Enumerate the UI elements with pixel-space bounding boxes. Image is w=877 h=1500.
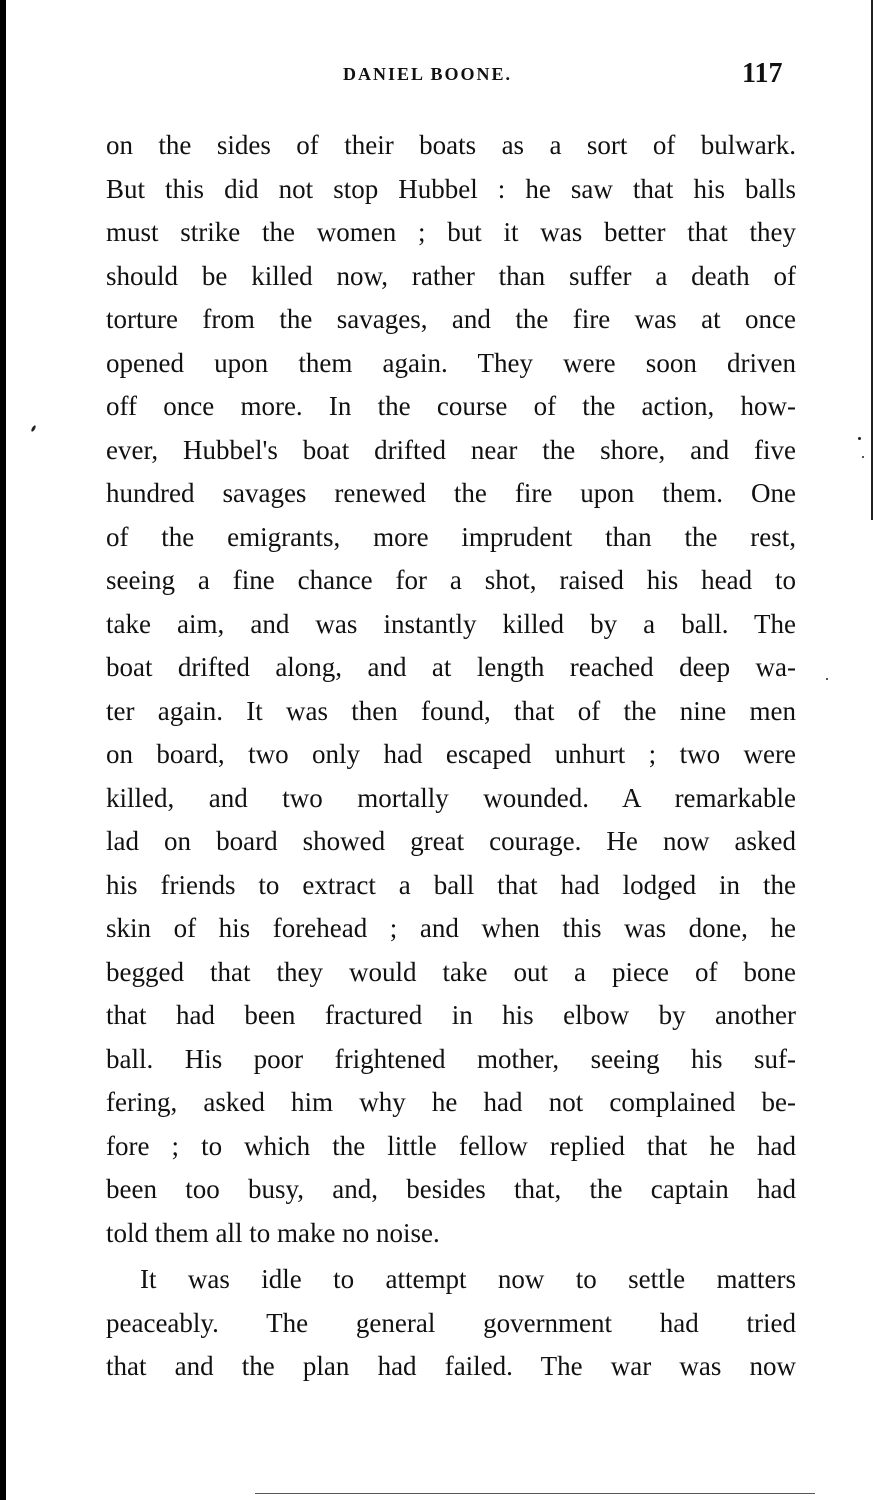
text-line: off once more. In the course of the action, how-: [106, 391, 796, 421]
text-line: opened upon them again. They were soon driven: [106, 347, 796, 378]
text-line: of the emigrants, more imprudent than the rest,: [106, 521, 796, 552]
text-line: must strike the women ; but it was better that they: [106, 217, 796, 247]
text-line: ter again. It was then found, that of the nine men: [106, 695, 796, 726]
text-line: been too busy, and, besides that, the captain had: [106, 1174, 796, 1204]
scan-speck: [30, 425, 36, 433]
text-line: ball. His poor frightened mother, seeing his suf-: [106, 1043, 796, 1074]
text-line: skin of his forehead ; and when this was done, he: [106, 913, 796, 943]
text-line: seeing a fine chance for a shot, raised his head to: [106, 565, 796, 595]
text-line: his friends to extract a ball that had lodged in the: [106, 869, 796, 900]
text-line: lad on board showed great courage. He now asked: [106, 826, 796, 856]
text-line: that and the plan had failed. The war was now: [106, 1351, 796, 1381]
running-head: DANIEL BOONE.: [343, 64, 513, 84]
text-line: should be killed now, rather than suffer a death of: [106, 260, 796, 291]
scan-speck: [858, 437, 861, 440]
paragraph-1: [106, 124, 796, 1255]
page-left-edge: [0, 0, 6, 1500]
text-line: fering, asked him why he had not complained be-: [106, 1087, 796, 1117]
scan-speck: [862, 456, 864, 458]
text-line: boat drifted along, and at length reached deep wa-: [106, 652, 796, 682]
text-line: peaceably. The general government had tried: [106, 1307, 796, 1338]
paragraph-2: [106, 1258, 796, 1389]
text-line: killed, and two mortally wounded. A remarkable: [106, 782, 796, 813]
scan-speck: [826, 678, 828, 680]
page-number: 117: [742, 58, 783, 89]
text-line: told them all to make no noise.: [106, 1217, 440, 1248]
text-line: It was idle to attempt now to settle matters: [140, 1264, 796, 1294]
text-line: begged that they would take out a piece of bone: [106, 956, 796, 987]
text-line: But this did not stop Hubbel : he saw that his balls: [106, 173, 796, 204]
text-line: fore ; to which the little fellow replied that he had: [106, 1130, 796, 1161]
text-line: hundred savages renewed the fire upon them. One: [106, 478, 796, 508]
page-header: [0, 58, 877, 94]
text-line: take aim, and was instantly killed by a ball. The: [106, 608, 796, 639]
text-line: torture from the savages, and the fire was at once: [106, 304, 796, 334]
page-bottom-rule: [255, 1493, 815, 1494]
text-line: that had been fractured in his elbow by another: [106, 1000, 796, 1030]
body-text: [106, 124, 796, 1389]
text-line: on the sides of their boats as a sort of bulwark.: [106, 130, 796, 160]
text-line: on board, two only had escaped unhurt ; two were: [106, 739, 796, 769]
text-line: ever, Hubbel's boat drifted near the shore, and five: [106, 434, 796, 465]
